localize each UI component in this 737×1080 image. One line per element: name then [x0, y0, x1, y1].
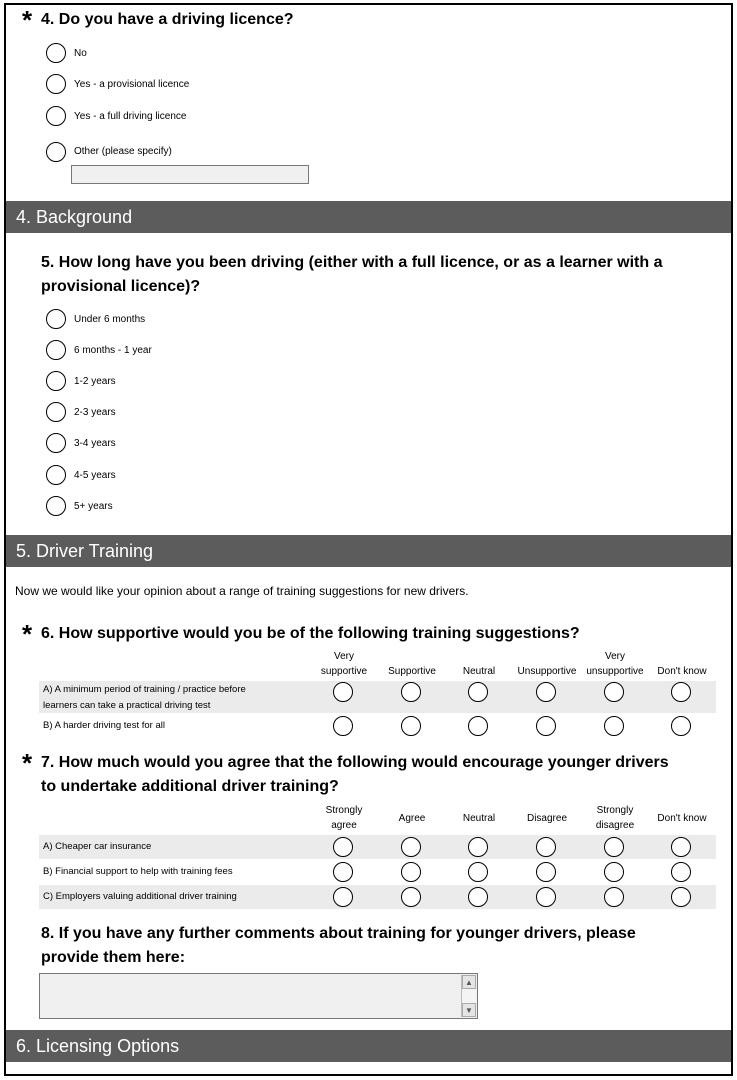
q5-radio-under-6-months[interactable]	[46, 309, 66, 329]
column-header-line: Don't know	[657, 813, 707, 824]
q7-column-header	[647, 803, 717, 826]
column-header-line: Neutral	[462, 813, 496, 824]
row-label-line: A) A minimum period of training / practice before	[43, 684, 246, 695]
q5-radio-6-months-1-year[interactable]	[46, 340, 66, 360]
q6-b-radio-very-unsupportive[interactable]	[604, 716, 624, 736]
q5-radio-5-plus-years[interactable]	[46, 496, 66, 516]
q4-option-label: Yes - a provisional licence	[74, 79, 190, 90]
column-header-line: Don't know	[657, 666, 707, 677]
q5-option-label: 6 months - 1 year	[74, 345, 152, 356]
column-header-line: supportive	[320, 666, 368, 677]
column-header-line: Unsupportive	[517, 666, 577, 677]
column-header-line	[512, 803, 582, 811]
q7-a-radio-strongly-disagree[interactable]	[604, 837, 624, 857]
q4-option-label: Yes - a full driving licence	[74, 111, 187, 122]
q6-a-radio-unsupportive[interactable]	[536, 682, 556, 702]
q6-column-header	[512, 649, 582, 679]
q7-b-radio-strongly-agree[interactable]	[333, 862, 353, 882]
row-label-line: learners can take a practical driving test	[43, 700, 211, 711]
column-header-line: Strongly	[325, 805, 363, 816]
q7-c-radio-neutral[interactable]	[468, 887, 488, 907]
column-header-line	[647, 649, 717, 664]
q6-a-radio-neutral[interactable]	[468, 682, 488, 702]
q6-column-header	[377, 649, 447, 679]
q4-radio-no[interactable]	[46, 43, 66, 63]
q7-b-radio-strongly-disagree[interactable]	[604, 862, 624, 882]
question-8-title-line1: 8. If you have any further comments about training for younger drivers, please	[41, 925, 636, 942]
q5-option-label: 2-3 years	[74, 407, 116, 418]
q5-option-label: 4-5 years	[74, 470, 116, 481]
question-4-title: 4. Do you have a driving licence?	[41, 11, 294, 28]
column-header-line: Neutral	[462, 666, 496, 677]
required-asterisk: *	[22, 619, 33, 649]
required-asterisk: *	[22, 5, 33, 35]
q7-c-radio-dont-know[interactable]	[671, 887, 691, 907]
column-header-line: Very	[604, 651, 625, 662]
q5-option-label: 3-4 years	[74, 438, 116, 449]
column-header-line: Strongly	[596, 805, 634, 816]
column-header-line	[444, 803, 514, 811]
question-5-title-line2: provisional licence)?	[41, 278, 201, 295]
q7-a-radio-agree[interactable]	[401, 837, 421, 857]
question-8-title-line2: provide them here:	[41, 949, 186, 966]
question-6-title: 6. How supportive would you be of the following training suggestions?	[41, 625, 580, 642]
column-header-line: Supportive	[388, 666, 436, 677]
q6-column-header	[647, 649, 717, 679]
q6-column-header	[309, 649, 379, 679]
q7-column-header	[580, 803, 650, 833]
q6-column-header	[580, 649, 650, 679]
required-asterisk: *	[22, 748, 33, 778]
q6-b-radio-very-supportive[interactable]	[333, 716, 353, 736]
column-header-line	[512, 649, 582, 664]
section-intro-text: Now we would like your opinion about a range of training suggestions for new drivers.	[15, 584, 469, 598]
column-header-line	[647, 803, 717, 811]
question-7-title-line1: 7. How much would you agree that the following would encourage younger drivers	[41, 754, 669, 771]
q7-row-label: B) Financial support to help with training fees	[43, 866, 233, 877]
q4-other-specify-input[interactable]	[71, 165, 309, 184]
textarea-scrollbar[interactable]	[461, 975, 476, 1017]
q5-radio-2-3-years[interactable]	[46, 402, 66, 422]
section-header-background: 4. Background	[6, 201, 731, 233]
q4-option-label: Other (please specify)	[74, 146, 172, 157]
column-header-line: Disagree	[526, 813, 568, 824]
q7-row-label: C) Employers valuing additional driver training	[43, 891, 237, 902]
q7-a-radio-neutral[interactable]	[468, 837, 488, 857]
q6-a-radio-very-unsupportive[interactable]	[604, 682, 624, 702]
q7-a-radio-dont-know[interactable]	[671, 837, 691, 857]
q7-column-header	[309, 803, 379, 833]
scroll-down-button[interactable]: ▼	[462, 1003, 476, 1017]
q8-comments-textarea[interactable]	[39, 973, 478, 1019]
q6-row-label: B) A harder driving test for all	[43, 720, 165, 731]
q7-c-radio-strongly-disagree[interactable]	[604, 887, 624, 907]
q5-option-label: 5+ years	[74, 501, 113, 512]
q7-column-header	[377, 803, 447, 826]
q6-a-radio-supportive[interactable]	[401, 682, 421, 702]
question-7-title-line2: to undertake additional driver training?	[41, 778, 339, 795]
q5-option-label: Under 6 months	[74, 314, 146, 325]
q4-radio-full[interactable]	[46, 106, 66, 126]
q7-a-radio-disagree[interactable]	[536, 837, 556, 857]
q7-column-header	[512, 803, 582, 826]
section-header-driver-training: 5. Driver Training	[6, 535, 731, 567]
scroll-up-button[interactable]: ▲	[462, 975, 476, 989]
q7-a-radio-strongly-agree[interactable]	[333, 837, 353, 857]
q4-radio-other[interactable]	[46, 142, 66, 162]
q6-a-radio-dont-know[interactable]	[671, 682, 691, 702]
q6-row-label	[43, 682, 246, 714]
q7-c-radio-disagree[interactable]	[536, 887, 556, 907]
column-header-line: Very	[333, 651, 354, 662]
q5-radio-3-4-years[interactable]	[46, 433, 66, 453]
q5-radio-4-5-years[interactable]	[46, 465, 66, 485]
q7-b-radio-disagree[interactable]	[536, 862, 556, 882]
q4-option-label: No	[74, 48, 87, 59]
q7-b-radio-agree[interactable]	[401, 862, 421, 882]
column-header-line	[444, 649, 514, 664]
q6-b-radio-unsupportive[interactable]	[536, 716, 556, 736]
question-5-title-line1: 5. How long have you been driving (either with a full licence, or as a learner with a	[41, 254, 663, 271]
q6-a-radio-very-supportive[interactable]	[333, 682, 353, 702]
column-header-line: disagree	[595, 820, 635, 831]
q6-b-radio-supportive[interactable]	[401, 716, 421, 736]
column-header-line	[377, 803, 447, 811]
column-header-line: unsupportive	[586, 666, 644, 677]
section-header-licensing-options: 6. Licensing Options	[6, 1030, 731, 1062]
q6-column-header	[444, 649, 514, 679]
column-header-line: Agree	[398, 813, 426, 824]
q7-b-radio-neutral[interactable]	[468, 862, 488, 882]
q6-b-radio-dont-know[interactable]	[671, 716, 691, 736]
column-header-line	[377, 649, 447, 664]
q7-c-radio-strongly-agree[interactable]	[333, 887, 353, 907]
q7-row-label: A) Cheaper car insurance	[43, 841, 152, 852]
q4-radio-provisional[interactable]	[46, 74, 66, 94]
q6-b-radio-neutral[interactable]	[468, 716, 488, 736]
q5-radio-1-2-years[interactable]	[46, 371, 66, 391]
q7-c-radio-agree[interactable]	[401, 887, 421, 907]
q7-b-radio-dont-know[interactable]	[671, 862, 691, 882]
q5-option-label: 1-2 years	[74, 376, 116, 387]
column-header-line: agree	[331, 820, 357, 831]
q7-column-header	[444, 803, 514, 826]
